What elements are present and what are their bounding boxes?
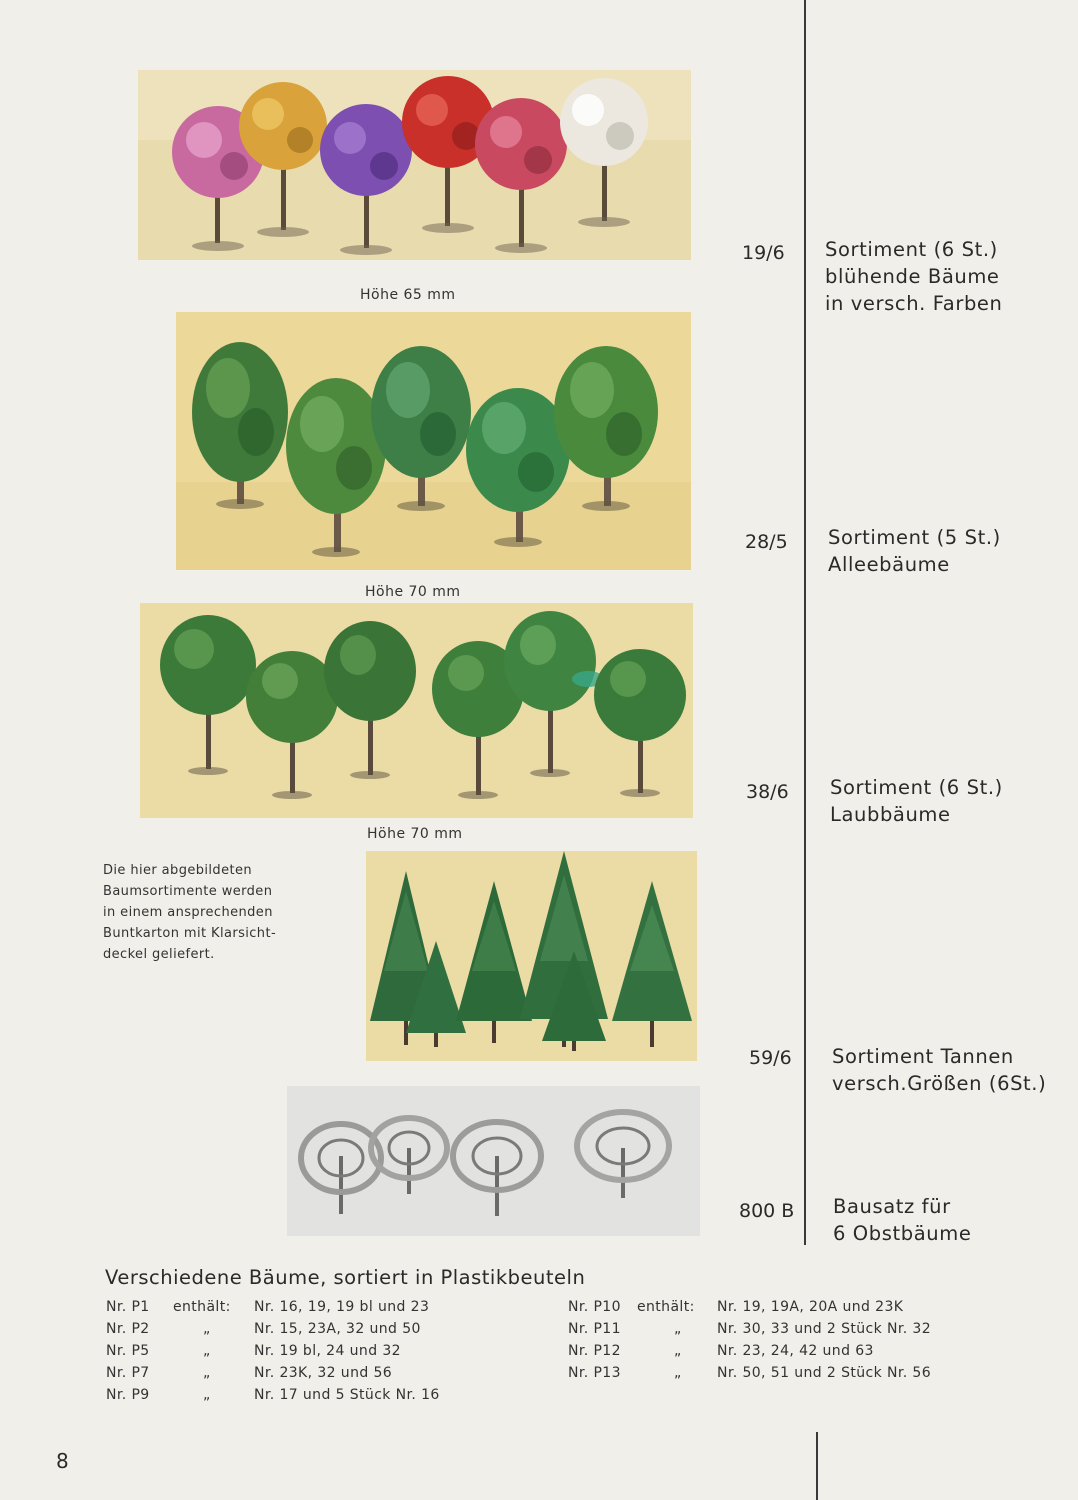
bag-verb: „ — [674, 1343, 682, 1359]
divider-line-bottom — [816, 1432, 818, 1500]
desc-fruit-tree-kit — [833, 1193, 971, 1247]
desc-line: Sortiment (6 St.) — [825, 238, 998, 261]
bag-verb: „ — [203, 1321, 211, 1337]
desc-line: Laubbäume — [830, 803, 951, 826]
desc-line: Sortiment (5 St.) — [828, 526, 1001, 549]
fir-trees-illustration — [366, 851, 697, 1061]
note-line: Buntkarton mit Klarsicht- — [103, 926, 277, 941]
bags-heading: Verschiedene Bäume, sortiert in Plastikbeuteln — [105, 1266, 586, 1289]
bag-verb: „ — [203, 1387, 211, 1403]
desc-line: Alleebäume — [828, 553, 950, 576]
price-fir-trees: 59/6 — [749, 1047, 792, 1069]
bag-nr: Nr. P5 — [106, 1343, 150, 1359]
desc-line: 6 Obstbäume — [833, 1222, 972, 1245]
avenue-trees-illustration — [176, 312, 691, 570]
bag-verb: „ — [203, 1365, 211, 1381]
desc-avenue-trees — [828, 524, 1001, 578]
bag-row — [568, 1365, 1008, 1387]
bag-items: Nr. 19, 19A, 20A und 23K — [717, 1299, 904, 1315]
bag-items: Nr. 23K, 32 und 56 — [254, 1365, 393, 1381]
bag-nr: Nr. P10 — [568, 1299, 621, 1315]
page-number: 8 — [56, 1449, 69, 1473]
desc-line: Sortiment (6 St.) — [830, 776, 1003, 799]
caption-height-3: Höhe 70 mm — [367, 826, 463, 842]
bag-verb: enthält: — [173, 1299, 231, 1315]
bag-items: Nr. 19 bl, 24 und 32 — [254, 1343, 401, 1359]
photo-fruit-tree-kit — [287, 1086, 700, 1236]
caption-height-2: Höhe 70 mm — [365, 584, 461, 600]
desc-fir-trees — [832, 1043, 1046, 1097]
desc-line: in versch. Farben — [825, 292, 1003, 315]
price-avenue-trees: 28/5 — [745, 531, 788, 553]
bag-nr: Nr. P9 — [106, 1387, 150, 1403]
divider-line-top — [804, 0, 806, 1245]
price-flowering-trees: 19/6 — [742, 242, 785, 264]
desc-line: Sortiment Tannen — [832, 1045, 1014, 1068]
price-deciduous-trees: 38/6 — [746, 781, 789, 803]
desc-line: versch.Größen (6St.) — [832, 1072, 1047, 1095]
price-fruit-tree-kit: 800 B — [739, 1200, 795, 1222]
bag-items: Nr. 17 und 5 Stück Nr. 16 — [254, 1387, 440, 1403]
bag-nr: Nr. P12 — [568, 1343, 621, 1359]
bag-nr: Nr. P2 — [106, 1321, 150, 1337]
bag-verb: enthält: — [637, 1299, 695, 1315]
bag-row — [106, 1343, 546, 1365]
bag-items: Nr. 15, 23A, 32 und 50 — [254, 1321, 421, 1337]
note-line: Baumsortimente werden — [103, 884, 273, 899]
bag-nr: Nr. P1 — [106, 1299, 150, 1315]
packaging-note — [103, 860, 276, 965]
photo-fir-trees — [366, 851, 697, 1061]
bag-nr: Nr. P13 — [568, 1365, 621, 1381]
caption-height-1: Höhe 65 mm — [360, 287, 456, 303]
bag-verb: „ — [674, 1365, 682, 1381]
photo-avenue-trees — [176, 312, 691, 570]
bags-left-column — [106, 1299, 546, 1409]
deciduous-trees-illustration — [140, 603, 693, 818]
bag-row — [568, 1321, 1008, 1343]
fruit-tree-kit-illustration — [287, 1086, 700, 1236]
photo-flowering-trees — [138, 70, 691, 260]
desc-deciduous-trees — [830, 774, 1003, 828]
bags-right-column — [568, 1299, 1008, 1387]
photo-deciduous-trees — [140, 603, 693, 818]
note-line: deckel geliefert. — [103, 947, 215, 962]
bag-verb: „ — [203, 1343, 211, 1359]
bag-items: Nr. 16, 19, 19 bl und 23 — [254, 1299, 430, 1315]
note-line: Die hier abgebildeten — [103, 863, 253, 878]
bag-verb: „ — [674, 1321, 682, 1337]
bag-items: Nr. 30, 33 und 2 Stück Nr. 32 — [717, 1321, 932, 1337]
flowering-trees-illustration — [138, 70, 691, 260]
bag-nr: Nr. P11 — [568, 1321, 621, 1337]
desc-line: blühende Bäume — [825, 265, 1000, 288]
bag-nr: Nr. P7 — [106, 1365, 150, 1381]
bag-row — [106, 1387, 546, 1409]
bag-items: Nr. 50, 51 und 2 Stück Nr. 56 — [717, 1365, 932, 1381]
desc-line: Bausatz für — [833, 1195, 951, 1218]
bag-row — [106, 1321, 546, 1343]
bag-items: Nr. 23, 24, 42 und 63 — [717, 1343, 874, 1359]
bag-row — [106, 1365, 546, 1387]
bag-row — [106, 1299, 546, 1321]
bag-row — [568, 1343, 1008, 1365]
bag-row — [568, 1299, 1008, 1321]
note-line: in einem ansprechenden — [103, 905, 273, 920]
desc-flowering-trees — [825, 236, 1003, 317]
